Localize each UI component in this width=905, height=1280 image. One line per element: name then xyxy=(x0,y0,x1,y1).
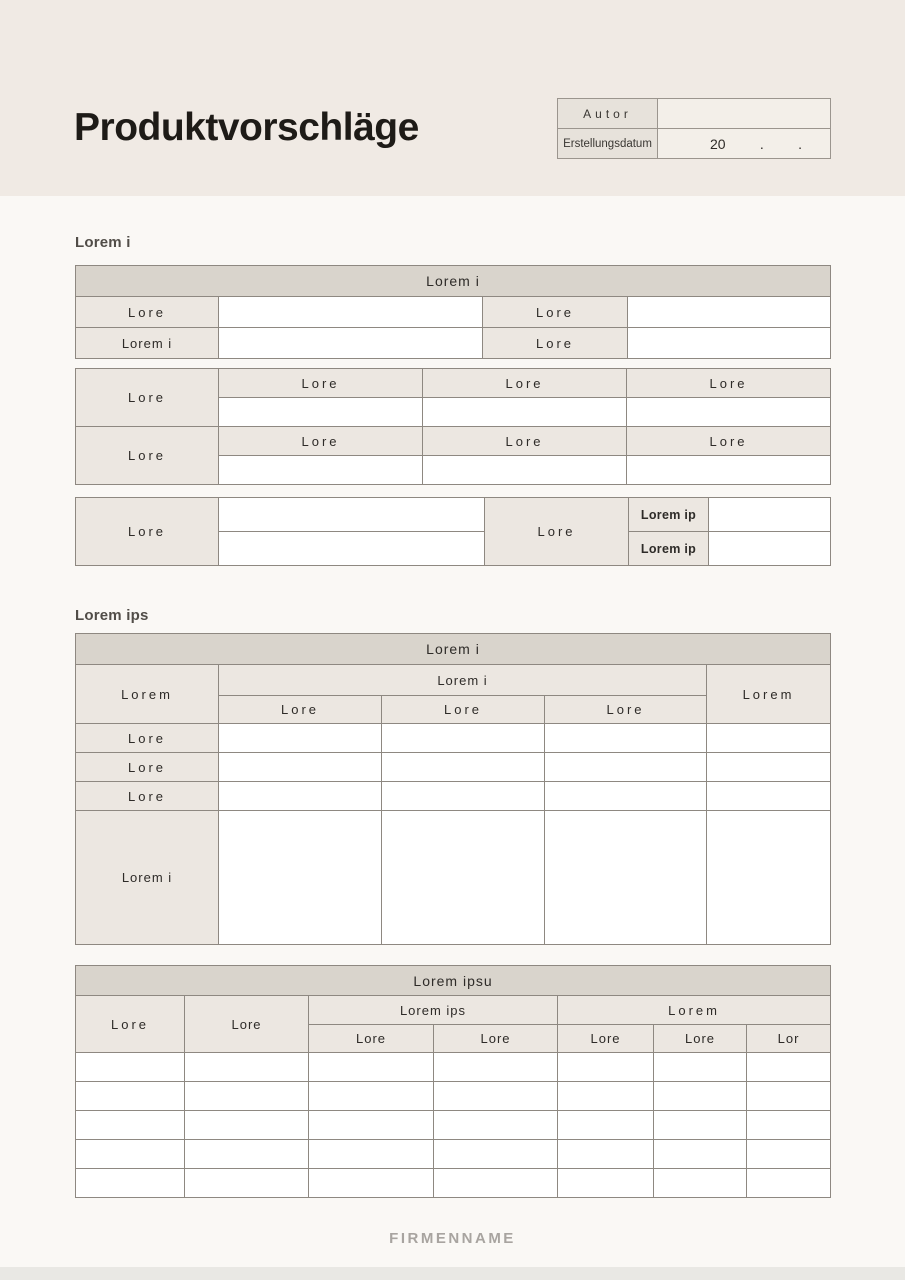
fill-cell[interactable] xyxy=(709,532,831,566)
sub-label-cell: Lorem ip xyxy=(629,498,709,532)
table-row xyxy=(76,1169,831,1198)
group-label-cell: Lore xyxy=(76,427,219,485)
section1-table3 xyxy=(75,497,831,566)
fill-cell[interactable] xyxy=(558,1169,654,1198)
fill-cell[interactable] xyxy=(628,297,831,328)
sub-header-cell: Lore xyxy=(309,1025,434,1053)
sub-header-cell: Lore xyxy=(219,696,382,724)
meta-author-row xyxy=(558,99,831,129)
section2-heading: Lorem ips xyxy=(75,607,149,624)
fill-cell[interactable] xyxy=(709,498,831,532)
column-header-cell: Lore xyxy=(219,427,423,456)
author-value-cell[interactable] xyxy=(658,99,831,129)
table5-header: Lorem ipsu xyxy=(76,966,831,996)
fill-cell[interactable] xyxy=(185,1053,309,1082)
table-row xyxy=(76,1082,831,1111)
fill-cell[interactable] xyxy=(558,1082,654,1111)
fill-cell[interactable] xyxy=(219,456,423,485)
fill-cell[interactable] xyxy=(627,398,831,427)
date-format-hint xyxy=(658,136,830,152)
table-row xyxy=(76,1140,831,1169)
section1-table1 xyxy=(75,265,831,359)
sub-header-cell: Lore xyxy=(545,696,707,724)
fill-cell[interactable] xyxy=(309,1082,434,1111)
fill-cell[interactable] xyxy=(219,398,423,427)
fill-cell[interactable] xyxy=(545,782,707,811)
header-band xyxy=(0,0,905,196)
column-header-cell: Lorem xyxy=(76,665,219,724)
fill-cell[interactable] xyxy=(627,456,831,485)
row-label-cell: Lore xyxy=(483,297,628,328)
date-dot: . xyxy=(798,135,802,152)
meta-table xyxy=(557,98,831,159)
sub-header-cell: Lore xyxy=(434,1025,558,1053)
fill-cell[interactable] xyxy=(558,1053,654,1082)
fill-cell[interactable] xyxy=(747,1169,831,1198)
fill-cell[interactable] xyxy=(382,811,545,945)
section2-table4 xyxy=(75,633,831,945)
fill-cell[interactable] xyxy=(747,1111,831,1140)
table-row xyxy=(76,665,831,696)
fill-cell[interactable] xyxy=(185,1082,309,1111)
fill-cell[interactable] xyxy=(434,1053,558,1082)
fill-cell[interactable] xyxy=(382,753,545,782)
fill-cell[interactable] xyxy=(76,1082,185,1111)
section1-table2 xyxy=(75,368,831,485)
fill-cell[interactable] xyxy=(423,398,627,427)
fill-cell[interactable] xyxy=(707,811,831,945)
fill-cell[interactable] xyxy=(628,328,831,359)
row-label-cell: Lore xyxy=(485,498,629,566)
row-label-cell: Lore xyxy=(76,782,219,811)
fill-cell[interactable] xyxy=(309,1053,434,1082)
column-header-cell: Lore xyxy=(423,427,627,456)
author-label: Autor xyxy=(558,99,658,129)
fill-cell[interactable] xyxy=(558,1111,654,1140)
row-label-cell: Lore xyxy=(76,297,219,328)
fill-cell[interactable] xyxy=(434,1111,558,1140)
fill-cell[interactable] xyxy=(747,1140,831,1169)
fill-cell[interactable] xyxy=(382,724,545,753)
bottom-bar xyxy=(0,1267,905,1280)
date-dot: . xyxy=(759,135,764,152)
sub-header-cell: Lor xyxy=(747,1025,831,1053)
column-header-cell: Lore xyxy=(185,996,309,1053)
company-name-footer: FIRMENNAME xyxy=(389,1230,516,1247)
table-row xyxy=(76,427,831,456)
sub-header-cell: Lore xyxy=(654,1025,747,1053)
column-header-cell: Lore xyxy=(423,369,627,398)
fill-cell[interactable] xyxy=(76,1053,185,1082)
column-header-cell: Lorem xyxy=(707,665,831,724)
table-row xyxy=(76,369,831,398)
fill-cell[interactable] xyxy=(545,724,707,753)
column-header-cell: Lore xyxy=(76,996,185,1053)
fill-cell[interactable] xyxy=(76,1169,185,1198)
fill-cell[interactable] xyxy=(654,1053,747,1082)
fill-cell[interactable] xyxy=(545,753,707,782)
date-year-prefix: 20 xyxy=(710,135,726,152)
table-row xyxy=(76,328,831,359)
fill-cell[interactable] xyxy=(185,1111,309,1140)
fill-cell[interactable] xyxy=(219,328,483,359)
fill-cell[interactable] xyxy=(654,1169,747,1198)
row-label-cell: Lore xyxy=(76,498,219,566)
row-label-cell: Lore xyxy=(76,724,219,753)
column-header-cell: Lore xyxy=(627,369,831,398)
fill-cell[interactable] xyxy=(654,1111,747,1140)
fill-cell[interactable] xyxy=(707,724,831,753)
fill-cell[interactable] xyxy=(219,724,382,753)
section1-heading: Lorem i xyxy=(75,234,131,251)
table1-header: Lorem i xyxy=(76,266,831,297)
fill-cell[interactable] xyxy=(76,1140,185,1169)
group-header-cell: Lorem i xyxy=(219,665,707,696)
fill-cell[interactable] xyxy=(382,782,545,811)
fill-cell[interactable] xyxy=(747,1053,831,1082)
table-row xyxy=(76,966,831,996)
fill-cell[interactable] xyxy=(219,753,382,782)
table-row xyxy=(76,811,831,945)
sub-header-cell: Lore xyxy=(558,1025,654,1053)
fill-cell[interactable] xyxy=(707,782,831,811)
fill-cell[interactable] xyxy=(219,498,485,532)
fill-cell[interactable] xyxy=(185,1169,309,1198)
sub-label-cell: Lorem ip xyxy=(629,532,709,566)
page-title: Produktvorschläge xyxy=(74,106,419,149)
row-label-cell: Lorem i xyxy=(76,811,219,945)
fill-cell[interactable] xyxy=(309,1111,434,1140)
fill-cell[interactable] xyxy=(219,532,485,566)
fill-cell[interactable] xyxy=(309,1140,434,1169)
fill-cell[interactable] xyxy=(423,456,627,485)
creation-date-label: Erstellungsdatum xyxy=(558,129,658,159)
meta-date-row xyxy=(558,129,831,159)
fill-cell[interactable] xyxy=(654,1140,747,1169)
row-label-cell: Lore xyxy=(76,753,219,782)
row-label-cell: Lorem i xyxy=(76,328,219,359)
table-row xyxy=(76,297,831,328)
fill-cell[interactable] xyxy=(558,1140,654,1169)
row-label-cell: Lore xyxy=(483,328,628,359)
group-header-cell: Lorem ips xyxy=(309,996,558,1025)
fill-cell[interactable] xyxy=(219,782,382,811)
table-row xyxy=(76,724,831,753)
fill-cell[interactable] xyxy=(654,1082,747,1111)
fill-cell[interactable] xyxy=(434,1082,558,1111)
sub-header-cell: Lore xyxy=(382,696,545,724)
fill-cell[interactable] xyxy=(747,1082,831,1111)
fill-cell[interactable] xyxy=(219,297,483,328)
group-header-cell: Lorem xyxy=(558,996,831,1025)
fill-cell[interactable] xyxy=(309,1169,434,1198)
table-row xyxy=(76,266,831,297)
section2-table5 xyxy=(75,965,831,1198)
table-row xyxy=(76,634,831,665)
table4-header: Lorem i xyxy=(76,634,831,665)
group-label-cell: Lore xyxy=(76,369,219,427)
fill-cell[interactable] xyxy=(434,1169,558,1198)
table-row xyxy=(76,498,831,532)
creation-date-cell[interactable] xyxy=(658,129,831,159)
table-row xyxy=(76,753,831,782)
fill-cell[interactable] xyxy=(707,753,831,782)
fill-cell[interactable] xyxy=(185,1140,309,1169)
fill-cell[interactable] xyxy=(219,811,382,945)
table-row xyxy=(76,996,831,1025)
table-row xyxy=(76,1053,831,1082)
fill-cell[interactable] xyxy=(545,811,707,945)
fill-cell[interactable] xyxy=(434,1140,558,1169)
table-row xyxy=(76,1111,831,1140)
column-header-cell: Lore xyxy=(219,369,423,398)
column-header-cell: Lore xyxy=(627,427,831,456)
fill-cell[interactable] xyxy=(76,1111,185,1140)
table-row xyxy=(76,782,831,811)
